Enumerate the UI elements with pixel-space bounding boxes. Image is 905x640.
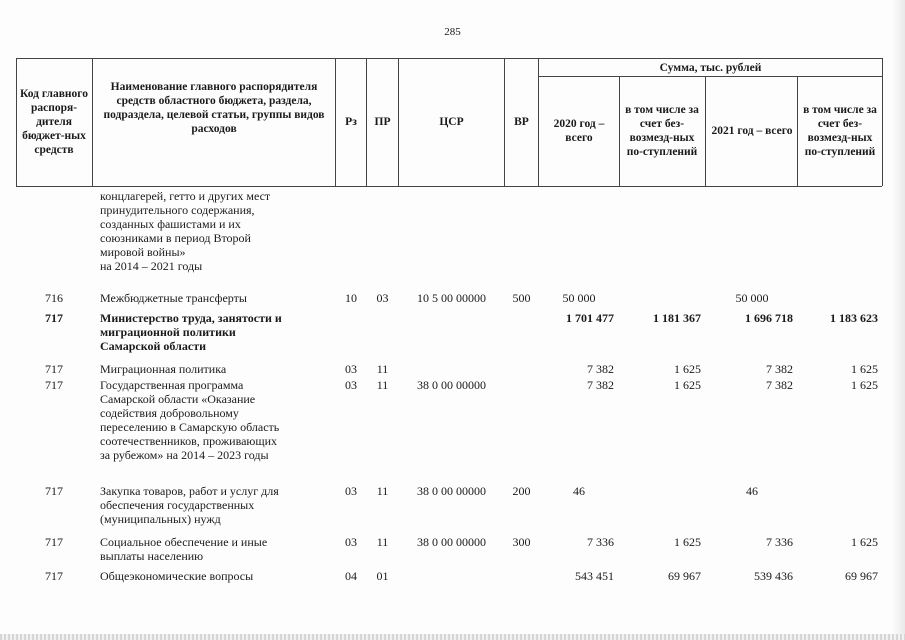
col-header-2021-total: 2021 год – всего [711, 125, 793, 137]
row-code: 717 [45, 362, 63, 376]
row-2021-total: 7 336 [766, 535, 793, 549]
row-rz: 10 [345, 291, 357, 305]
scan-bottom-edge [0, 634, 905, 640]
col-header-code: Код главного распоря-дителя бюджет-ных средств [20, 88, 88, 156]
row-2020-free: 1 625 [674, 378, 701, 392]
row-2021-free: 1 625 [851, 362, 878, 376]
row-code: 717 [45, 569, 63, 583]
row-2020-total: 46 [573, 484, 585, 498]
row-2021-free: 1 183 623 [830, 311, 878, 325]
row-2021-free: 1 625 [851, 378, 878, 392]
row-rz: 03 [345, 362, 357, 376]
col-header-2020-free: в том числе за счет без-возмезд-ных по-ступлений [625, 104, 699, 158]
row-pr: 01 [376, 569, 389, 583]
col-header-2020-total: 2020 год – всего [553, 118, 605, 144]
row-vr: 300 [512, 535, 531, 549]
col-header-sum: Сумма, тыс. рублей [659, 61, 762, 74]
col-header-csr: ЦСР [439, 116, 464, 128]
row-2020-free: 1 625 [674, 535, 701, 549]
row-code: 717 [45, 535, 63, 549]
row-vr: 200 [512, 484, 531, 498]
row-2020-total: 7 382 [587, 378, 614, 392]
col-header-vr: ВР [514, 116, 529, 128]
row-name: Общеэкономические вопросы [100, 569, 254, 583]
row-pr: 11 [376, 378, 389, 392]
row-name: Социальное обеспечение и иные выплаты населению [100, 535, 268, 563]
row-2020-free: 69 967 [668, 569, 701, 583]
row-2020-total: 7 336 [587, 535, 614, 549]
row-name: Миграционная политика [100, 362, 227, 376]
row-2021-total: 46 [746, 484, 758, 498]
row-2020-total: 7 382 [587, 362, 614, 376]
row-pr: 11 [376, 484, 389, 498]
row-pr: 11 [376, 362, 389, 376]
row-2020-total: 50 000 [562, 291, 596, 305]
row-rz: 04 [345, 569, 357, 583]
row-csr: 10 5 00 00000 [417, 291, 486, 305]
row-csr: 38 0 00 00000 [417, 378, 486, 392]
col-header-rz: Рз [345, 116, 357, 128]
row-name: Государственная программа Самарской области «Оказание содействия добровольному переселению в Самарскую область соотечественников, проживающих за рубежом» на 2014 – 2023 годы [100, 378, 280, 462]
row-rz: 03 [345, 378, 357, 392]
row-2021-total: 539 436 [754, 569, 793, 583]
row-code: 717 [45, 484, 63, 498]
row-name: концлагерей, гетто и других мест принудительного содержания, созданных фашистами и их союзниками в период Второй мировой войны» на 2014 – 2021 годы [100, 189, 271, 273]
row-2021-total: 7 382 [766, 378, 793, 392]
row-csr: 38 0 00 00000 [417, 484, 486, 498]
col-header-2021-free: в том числе за счет без-возмезд-ных по-ступлений [803, 104, 877, 158]
row-rz: 03 [345, 535, 357, 549]
row-name: Межбюджетные трансферты [100, 291, 247, 305]
row-rz: 03 [345, 484, 357, 498]
row-code: 717 [45, 378, 63, 392]
row-2020-free: 1 625 [674, 362, 701, 376]
row-2021-free: 1 625 [851, 535, 878, 549]
row-2021-total: 7 382 [766, 362, 793, 376]
page-number: 285 [444, 26, 461, 38]
row-code: 717 [45, 311, 63, 325]
col-header-name: Наименование главного распорядителя средств областного бюджета, раздела, подраздела, целевой статьи, группы видов расходов [103, 81, 325, 135]
row-2020-total: 1 701 477 [566, 311, 614, 325]
row-vr: 500 [512, 291, 531, 305]
row-2021-total: 1 696 718 [745, 311, 793, 325]
row-2021-free: 69 967 [845, 569, 878, 583]
row-pr: 11 [376, 535, 389, 549]
col-header-pr: ПР [374, 116, 391, 128]
row-pr: 03 [376, 291, 389, 305]
row-2020-free: 1 181 367 [653, 311, 701, 325]
scan-right-edge [891, 0, 905, 640]
row-name: Закупка товаров, работ и услуг для обеспечения государственных (муниципальных) нужд [100, 484, 279, 526]
row-2020-total: 543 451 [575, 569, 614, 583]
row-csr: 38 0 00 00000 [417, 535, 486, 549]
row-name: Министерство труда, занятости и миграционной политики Самарской области [100, 311, 282, 353]
row-2021-total: 50 000 [735, 291, 769, 305]
row-code: 716 [45, 291, 63, 305]
